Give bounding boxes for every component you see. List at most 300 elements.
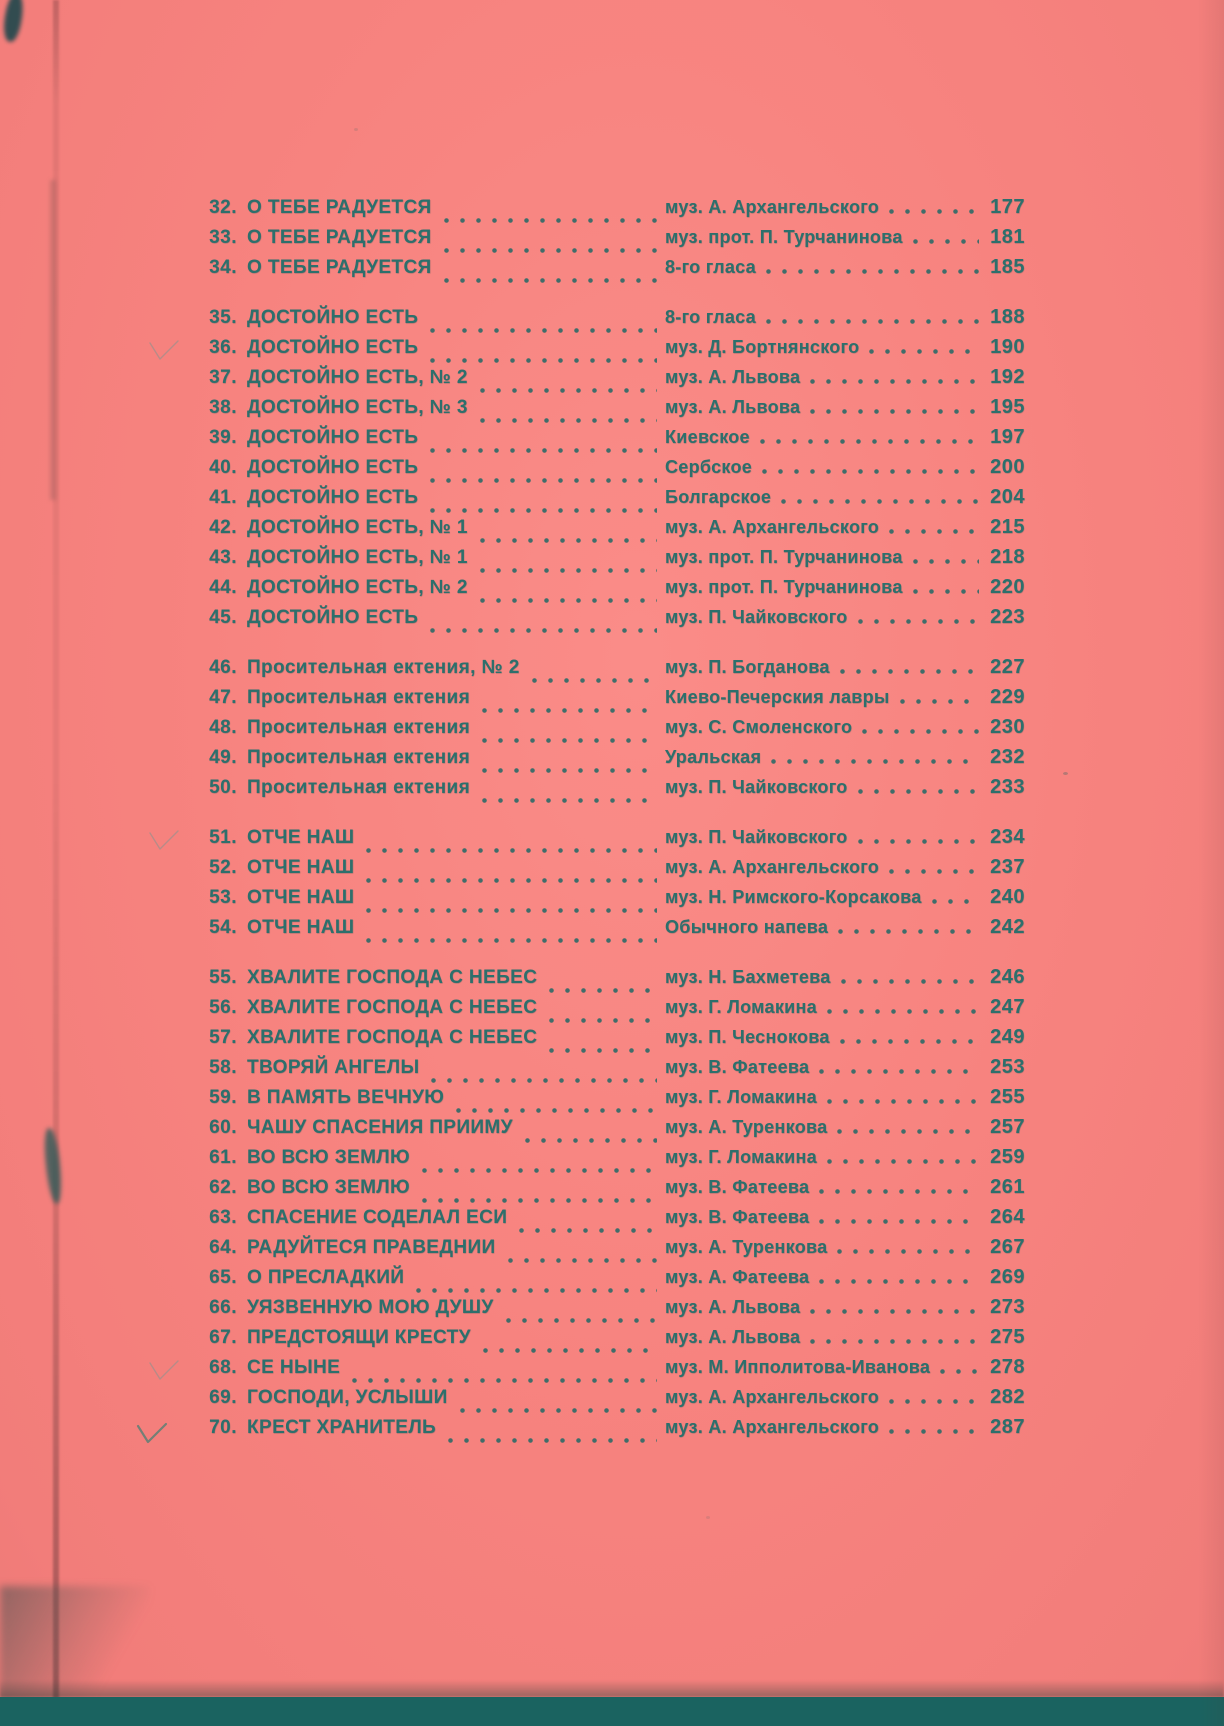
entry-number: 47. — [209, 687, 237, 708]
toc-row — [193, 337, 1025, 367]
entry-page-number: 246 — [990, 966, 1025, 988]
pencil-checkmark-icon — [147, 828, 183, 854]
entry-title: ОТЧЕ НАШ — [247, 887, 355, 908]
entry-title: ОТЧЕ НАШ — [247, 917, 355, 938]
dot-leader — [422, 1198, 657, 1203]
toc-row — [193, 227, 1025, 257]
entry-source-col — [665, 367, 1025, 388]
entry-source-col — [665, 967, 1025, 988]
entry-page-number: 275 — [990, 1326, 1025, 1348]
entry-source: муз. Н. Римского-Корсакова — [665, 887, 922, 907]
entry-number: 34. — [209, 257, 237, 278]
entry-title: КРЕСТ ХРАНИТЕЛЬ — [247, 1417, 437, 1438]
entry-title: ДОСТОЙНО ЕСТЬ, № 1 — [247, 547, 468, 568]
entry-source: муз. А. Туренкова — [665, 1237, 828, 1257]
entry-title: ВО ВСЮ ЗЕМЛЮ — [247, 1177, 411, 1198]
entry-title: ДОСТОЙНО ЕСТЬ, № 2 — [247, 367, 468, 388]
entry-title: О ТЕБЕ РАДУЕТСЯ — [247, 257, 432, 278]
entry-source-col — [665, 487, 1025, 508]
entry-page-number: 197 — [990, 426, 1025, 448]
entry-page-number: 278 — [990, 1356, 1025, 1378]
entry-number: 48. — [209, 717, 237, 738]
page-edge-shadow — [0, 1680, 1224, 1697]
entry-title: О ПРЕСЛАДКИЙ — [247, 1267, 405, 1288]
entry-number: 32. — [209, 197, 237, 218]
entry-number: 58. — [209, 1057, 237, 1078]
dot-leader — [858, 619, 979, 624]
dot-leader — [366, 878, 657, 883]
entry-source: Болгарское — [665, 487, 772, 507]
dot-leader — [506, 1318, 657, 1323]
dot-leader — [480, 568, 657, 573]
entry-number: 33. — [209, 227, 237, 248]
entry-source-col — [665, 337, 1025, 358]
entry-source-col — [665, 1087, 1025, 1108]
entry-source-col — [665, 1117, 1025, 1138]
paper-speck — [354, 128, 358, 131]
entry-number: 39. — [209, 427, 237, 448]
entry-page-number: 190 — [990, 336, 1025, 358]
entry-page-number: 230 — [990, 716, 1025, 738]
entry-number: 40. — [209, 457, 237, 478]
toc-row — [193, 1027, 1025, 1057]
entry-source: муз. А. Туренкова — [665, 1117, 828, 1137]
entry-title: СПАСЕНИЕ СОДЕЛАЛ ЕСИ — [247, 1207, 508, 1228]
entry-source-col — [665, 1147, 1025, 1168]
dot-leader — [430, 448, 657, 453]
entry-source: муз. П. Чайковского — [665, 827, 848, 847]
dot-leader — [430, 358, 657, 363]
entry-title: ОТЧЕ НАШ — [247, 857, 355, 878]
dot-leader — [900, 699, 979, 704]
entry-source-col — [665, 827, 1025, 848]
toc-row — [193, 457, 1025, 487]
entry-number: 46. — [209, 657, 237, 678]
dot-leader — [422, 1168, 657, 1173]
entry-page-number: 249 — [990, 1026, 1025, 1048]
entry-source-col — [665, 857, 1025, 878]
entry-page-number: 257 — [990, 1116, 1025, 1138]
entry-source: муз. П. Чеснокова — [665, 1027, 830, 1047]
dot-leader — [508, 1258, 657, 1263]
entry-source-col — [665, 607, 1025, 628]
dot-leader — [858, 839, 979, 844]
toc-row — [193, 657, 1025, 687]
entry-source: муз. А. Архангельского — [665, 857, 880, 877]
entry-number: 44. — [209, 577, 237, 598]
entry-page-number: 287 — [990, 1416, 1025, 1438]
toc-row — [193, 827, 1025, 857]
entry-page-number: 255 — [990, 1086, 1025, 1108]
dot-leader — [932, 899, 979, 904]
entry-source: муз. прот. П. Турчанинова — [665, 547, 903, 567]
toc-row — [193, 1267, 1025, 1297]
entry-page-number: 240 — [990, 886, 1025, 908]
entry-number: 38. — [209, 397, 237, 418]
entry-source-col — [665, 1237, 1025, 1258]
dot-leader — [889, 529, 979, 534]
toc-row — [193, 1417, 1025, 1447]
entry-source-col — [665, 1357, 1025, 1378]
dot-leader — [841, 979, 979, 984]
entry-number: 56. — [209, 997, 237, 1018]
entry-source: муз. прот. П. Турчанинова — [665, 227, 903, 247]
entry-title: СЕ НЫНЕ — [247, 1357, 341, 1378]
toc-row — [193, 917, 1025, 947]
entry-number: 57. — [209, 1027, 237, 1048]
toc-group — [193, 307, 1025, 637]
entry-number: 50. — [209, 777, 237, 798]
entry-number: 59. — [209, 1087, 237, 1108]
entry-source: Обычного напева — [665, 917, 829, 937]
dot-leader — [430, 478, 657, 483]
toc-group — [193, 827, 1025, 947]
entry-source: муз. А. Архангельского — [665, 197, 880, 217]
entry-title: ТВОРЯЙ АНГЕЛЫ — [247, 1057, 420, 1078]
entry-title: ЧАШУ СПАСЕНИЯ ПРИИМУ — [247, 1117, 513, 1138]
dot-leader — [480, 388, 657, 393]
entry-source-col — [665, 427, 1025, 448]
toc-row — [193, 887, 1025, 917]
dot-leader — [827, 1099, 979, 1104]
dot-leader — [940, 1369, 979, 1374]
entry-source: муз. П. Богданова — [665, 657, 830, 677]
dot-leader — [430, 628, 657, 633]
entry-source-col — [665, 1327, 1025, 1348]
toc-row — [193, 197, 1025, 227]
entry-source-col — [665, 397, 1025, 418]
entry-source-col — [665, 227, 1025, 248]
entry-source: муз. В. Фатеева — [665, 1207, 810, 1227]
dot-leader — [482, 798, 657, 803]
entry-source: муз. А. Фатеева — [665, 1267, 810, 1287]
entry-number: 53. — [209, 887, 237, 908]
toc-row — [193, 1117, 1025, 1147]
entry-number: 68. — [209, 1357, 237, 1378]
entry-title: ГОСПОДИ, УСЛЫШИ — [247, 1387, 448, 1408]
entry-number: 37. — [209, 367, 237, 388]
dot-leader — [480, 598, 657, 603]
dot-leader — [827, 1009, 979, 1014]
entry-source-col — [665, 1267, 1025, 1288]
entry-title: ХВАЛИТЕ ГОСПОДА С НЕБЕС — [247, 1027, 538, 1048]
entry-source: Уральская — [665, 747, 762, 767]
entry-title: ДОСТОЙНО ЕСТЬ — [247, 307, 419, 328]
entry-source: муз. А. Львова — [665, 367, 801, 387]
dot-leader — [889, 1429, 979, 1434]
dot-leader — [416, 1288, 657, 1293]
entry-source-col — [665, 777, 1025, 798]
entry-page-number: 232 — [990, 746, 1025, 768]
entry-source-col — [665, 1387, 1025, 1408]
entry-source: муз. А. Архангельского — [665, 517, 880, 537]
dot-leader — [810, 1309, 979, 1314]
entry-page-number: 233 — [990, 776, 1025, 798]
entry-source: 8-го гласа — [665, 257, 756, 277]
ink-blot-top-left — [1, 0, 26, 43]
entry-source: муз. П. Чайковского — [665, 777, 848, 797]
entry-number: 62. — [209, 1177, 237, 1198]
entry-title: ДОСТОЙНО ЕСТЬ, № 2 — [247, 577, 468, 598]
entry-number: 70. — [209, 1417, 237, 1438]
entry-title: РАДУЙТЕСЯ ПРАВЕДНИИ — [247, 1237, 496, 1258]
entry-page-number: 181 — [990, 226, 1025, 248]
entry-title: Просительная ектения — [247, 747, 471, 768]
dot-leader — [810, 1339, 979, 1344]
toc-row — [193, 1207, 1025, 1237]
entry-number: 67. — [209, 1327, 237, 1348]
entry-source: муз. А. Львова — [665, 1327, 801, 1347]
dot-leader — [448, 1438, 657, 1443]
dot-leader — [483, 1348, 657, 1353]
paper-speck — [1063, 772, 1068, 775]
entry-number: 43. — [209, 547, 237, 568]
dot-leader — [549, 1048, 657, 1053]
dot-leader — [525, 1138, 657, 1143]
entry-number: 49. — [209, 747, 237, 768]
ink-smudge-left-margin — [43, 1128, 64, 1205]
entry-source: муз. прот. П. Турчанинова — [665, 577, 903, 597]
toc-row — [193, 577, 1025, 607]
entry-source-col — [665, 197, 1025, 218]
dot-leader — [889, 1399, 979, 1404]
entry-title: ХВАЛИТЕ ГОСПОДА С НЕБЕС — [247, 997, 538, 1018]
entry-source-col — [665, 657, 1025, 678]
dot-leader — [456, 1108, 657, 1113]
entry-source: муз. С. Смоленского — [665, 717, 853, 737]
entry-title: В ПАМЯТЬ ВЕЧНУЮ — [247, 1087, 445, 1108]
dot-leader — [366, 848, 657, 853]
toc-row — [193, 1147, 1025, 1177]
entry-source: муз. А. Архангельского — [665, 1417, 880, 1437]
entry-number: 55. — [209, 967, 237, 988]
entry-title: ДОСТОЙНО ЕСТЬ — [247, 487, 419, 508]
entry-number: 66. — [209, 1297, 237, 1318]
dot-leader — [480, 538, 657, 543]
dot-leader — [840, 669, 979, 674]
pencil-checkmark-icon — [147, 338, 183, 364]
entry-source: муз. П. Чайковского — [665, 607, 848, 627]
dot-leader — [482, 738, 657, 743]
dot-leader — [431, 1078, 657, 1083]
entry-source-col — [665, 517, 1025, 538]
entry-page-number: 253 — [990, 1056, 1025, 1078]
entry-page-number: 200 — [990, 456, 1025, 478]
toc-row — [193, 997, 1025, 1027]
toc-row — [193, 397, 1025, 427]
entry-title: О ТЕБЕ РАДУЕТСЯ — [247, 227, 432, 248]
entry-number: 64. — [209, 1237, 237, 1258]
dot-leader — [889, 869, 979, 874]
dot-leader — [352, 1378, 657, 1383]
pencil-checkmark-icon — [135, 1421, 171, 1447]
entry-source-col — [665, 687, 1025, 708]
entry-title: ДОСТОЙНО ЕСТЬ, № 1 — [247, 517, 468, 538]
dot-leader — [762, 469, 979, 474]
entry-source-col — [665, 457, 1025, 478]
entry-source: муз. А. Архангельского — [665, 1387, 880, 1407]
entry-page-number: 223 — [990, 606, 1025, 628]
dot-leader — [482, 708, 657, 713]
dot-leader — [810, 409, 979, 414]
toc-row — [193, 367, 1025, 397]
entry-title: Просительная ектения — [247, 717, 471, 738]
dot-leader — [838, 929, 979, 934]
entry-page-number: 188 — [990, 306, 1025, 328]
entry-source-col — [665, 887, 1025, 908]
entry-page-number: 215 — [990, 516, 1025, 538]
dot-leader — [549, 988, 657, 993]
dot-leader — [760, 439, 979, 444]
entry-page-number: 242 — [990, 916, 1025, 938]
entry-source-col — [665, 717, 1025, 738]
toc-group — [193, 657, 1025, 807]
dot-leader — [781, 499, 979, 504]
entry-source-col — [665, 917, 1025, 938]
toc-row — [193, 1327, 1025, 1357]
entry-source: муз. М. Ипполитова-Иванова — [665, 1357, 931, 1377]
toc-row — [193, 487, 1025, 517]
entry-page-number: 227 — [990, 656, 1025, 678]
entry-page-number: 192 — [990, 366, 1025, 388]
entry-source-col — [665, 1057, 1025, 1078]
entry-page-number: 261 — [990, 1176, 1025, 1198]
entry-source: муз. А. Львова — [665, 1297, 801, 1317]
entry-source: 8-го гласа — [665, 307, 756, 327]
dot-leader — [913, 239, 979, 244]
entry-number: 36. — [209, 337, 237, 358]
entry-number: 61. — [209, 1147, 237, 1168]
entry-title: ДОСТОЙНО ЕСТЬ — [247, 427, 419, 448]
dot-leader — [862, 729, 979, 734]
entry-title: ХВАЛИТЕ ГОСПОДА С НЕБЕС — [247, 967, 538, 988]
entry-page-number: 282 — [990, 1386, 1025, 1408]
entry-source: муз. В. Фатеева — [665, 1057, 810, 1077]
dot-leader — [766, 319, 979, 324]
right-edge-shade — [1198, 0, 1224, 1726]
toc-group — [193, 967, 1025, 1447]
dot-leader — [913, 559, 979, 564]
entry-source: муз. Г. Ломакина — [665, 1147, 817, 1167]
dot-leader — [819, 1189, 979, 1194]
toc-row — [193, 607, 1025, 637]
toc-row — [193, 307, 1025, 337]
entry-source: муз. Г. Ломакина — [665, 997, 817, 1017]
dot-leader — [430, 328, 657, 333]
entry-source: муз. В. Фатеева — [665, 1177, 810, 1197]
toc-row — [193, 517, 1025, 547]
entry-source-col — [665, 577, 1025, 598]
toc-row — [193, 1357, 1025, 1387]
crease-smudge — [50, 180, 56, 500]
entry-number: 54. — [209, 917, 237, 938]
entry-page-number: 264 — [990, 1206, 1025, 1228]
dot-leader — [366, 908, 657, 913]
entry-title: Просительная ектения — [247, 777, 471, 798]
entry-title: ДОСТОЙНО ЕСТЬ, № 3 — [247, 397, 468, 418]
dot-leader — [837, 1129, 979, 1134]
toc-row — [193, 547, 1025, 577]
toc-row — [193, 967, 1025, 997]
dot-leader — [366, 938, 657, 943]
entry-number: 42. — [209, 517, 237, 538]
toc-row — [193, 777, 1025, 807]
dot-leader — [444, 278, 657, 283]
toc-row — [193, 857, 1025, 887]
toc-row — [193, 1057, 1025, 1087]
entry-page-number: 269 — [990, 1266, 1025, 1288]
entry-title: ОТЧЕ НАШ — [247, 827, 355, 848]
entry-page-number: 204 — [990, 486, 1025, 508]
toc-group — [193, 197, 1025, 287]
toc-row — [193, 1087, 1025, 1117]
dot-leader — [480, 418, 657, 423]
dot-leader — [889, 209, 979, 214]
dot-leader — [837, 1249, 979, 1254]
dot-leader — [913, 589, 979, 594]
pencil-checkmark-icon — [147, 1358, 183, 1384]
entry-number: 45. — [209, 607, 237, 628]
entry-page-number: 185 — [990, 256, 1025, 278]
entry-source-col — [665, 1027, 1025, 1048]
entry-page-number: 195 — [990, 396, 1025, 418]
entry-source: муз. Н. Бахметева — [665, 967, 831, 987]
toc-row — [193, 257, 1025, 287]
entry-source: муз. А. Львова — [665, 397, 801, 417]
toc-row — [193, 1237, 1025, 1267]
entry-source-col — [665, 257, 1025, 278]
entry-source: Киевское — [665, 427, 750, 447]
entry-title: ДОСТОЙНО ЕСТЬ — [247, 457, 419, 478]
entry-page-number: 273 — [990, 1296, 1025, 1318]
entry-number: 41. — [209, 487, 237, 508]
entry-source-col — [665, 747, 1025, 768]
paper-speck — [706, 1516, 710, 1519]
entry-source: муз. Г. Ломакина — [665, 1087, 817, 1107]
scan-background-strip — [0, 1697, 1224, 1726]
dot-leader — [840, 1039, 979, 1044]
dot-leader — [444, 248, 657, 253]
entry-page-number: 237 — [990, 856, 1025, 878]
dot-leader — [771, 759, 979, 764]
entry-number: 52. — [209, 857, 237, 878]
toc-row — [193, 1177, 1025, 1207]
entry-page-number: 229 — [990, 686, 1025, 708]
dot-leader — [819, 1069, 979, 1074]
entry-title: ДОСТОЙНО ЕСТЬ — [247, 607, 419, 628]
entry-title: ВО ВСЮ ЗЕМЛЮ — [247, 1147, 411, 1168]
dot-leader — [532, 678, 657, 683]
entry-number: 63. — [209, 1207, 237, 1228]
entry-page-number: 247 — [990, 996, 1025, 1018]
dot-leader — [766, 269, 979, 274]
entry-page-number: 259 — [990, 1146, 1025, 1168]
entry-title: ПРЕДСТОЯЩИ КРЕСТУ — [247, 1327, 471, 1348]
entry-number: 60. — [209, 1117, 237, 1138]
entry-page-number: 218 — [990, 546, 1025, 568]
entry-source: Сербское — [665, 457, 753, 477]
dot-leader — [444, 218, 657, 223]
entry-title: Просительная ектения — [247, 687, 471, 708]
toc-row — [193, 427, 1025, 457]
table-of-contents — [193, 197, 1025, 1467]
entry-page-number: 177 — [990, 196, 1025, 218]
entry-page-number: 234 — [990, 826, 1025, 848]
entry-number: 35. — [209, 307, 237, 328]
entry-number: 51. — [209, 827, 237, 848]
dot-leader — [869, 349, 979, 354]
dot-leader — [519, 1228, 657, 1233]
